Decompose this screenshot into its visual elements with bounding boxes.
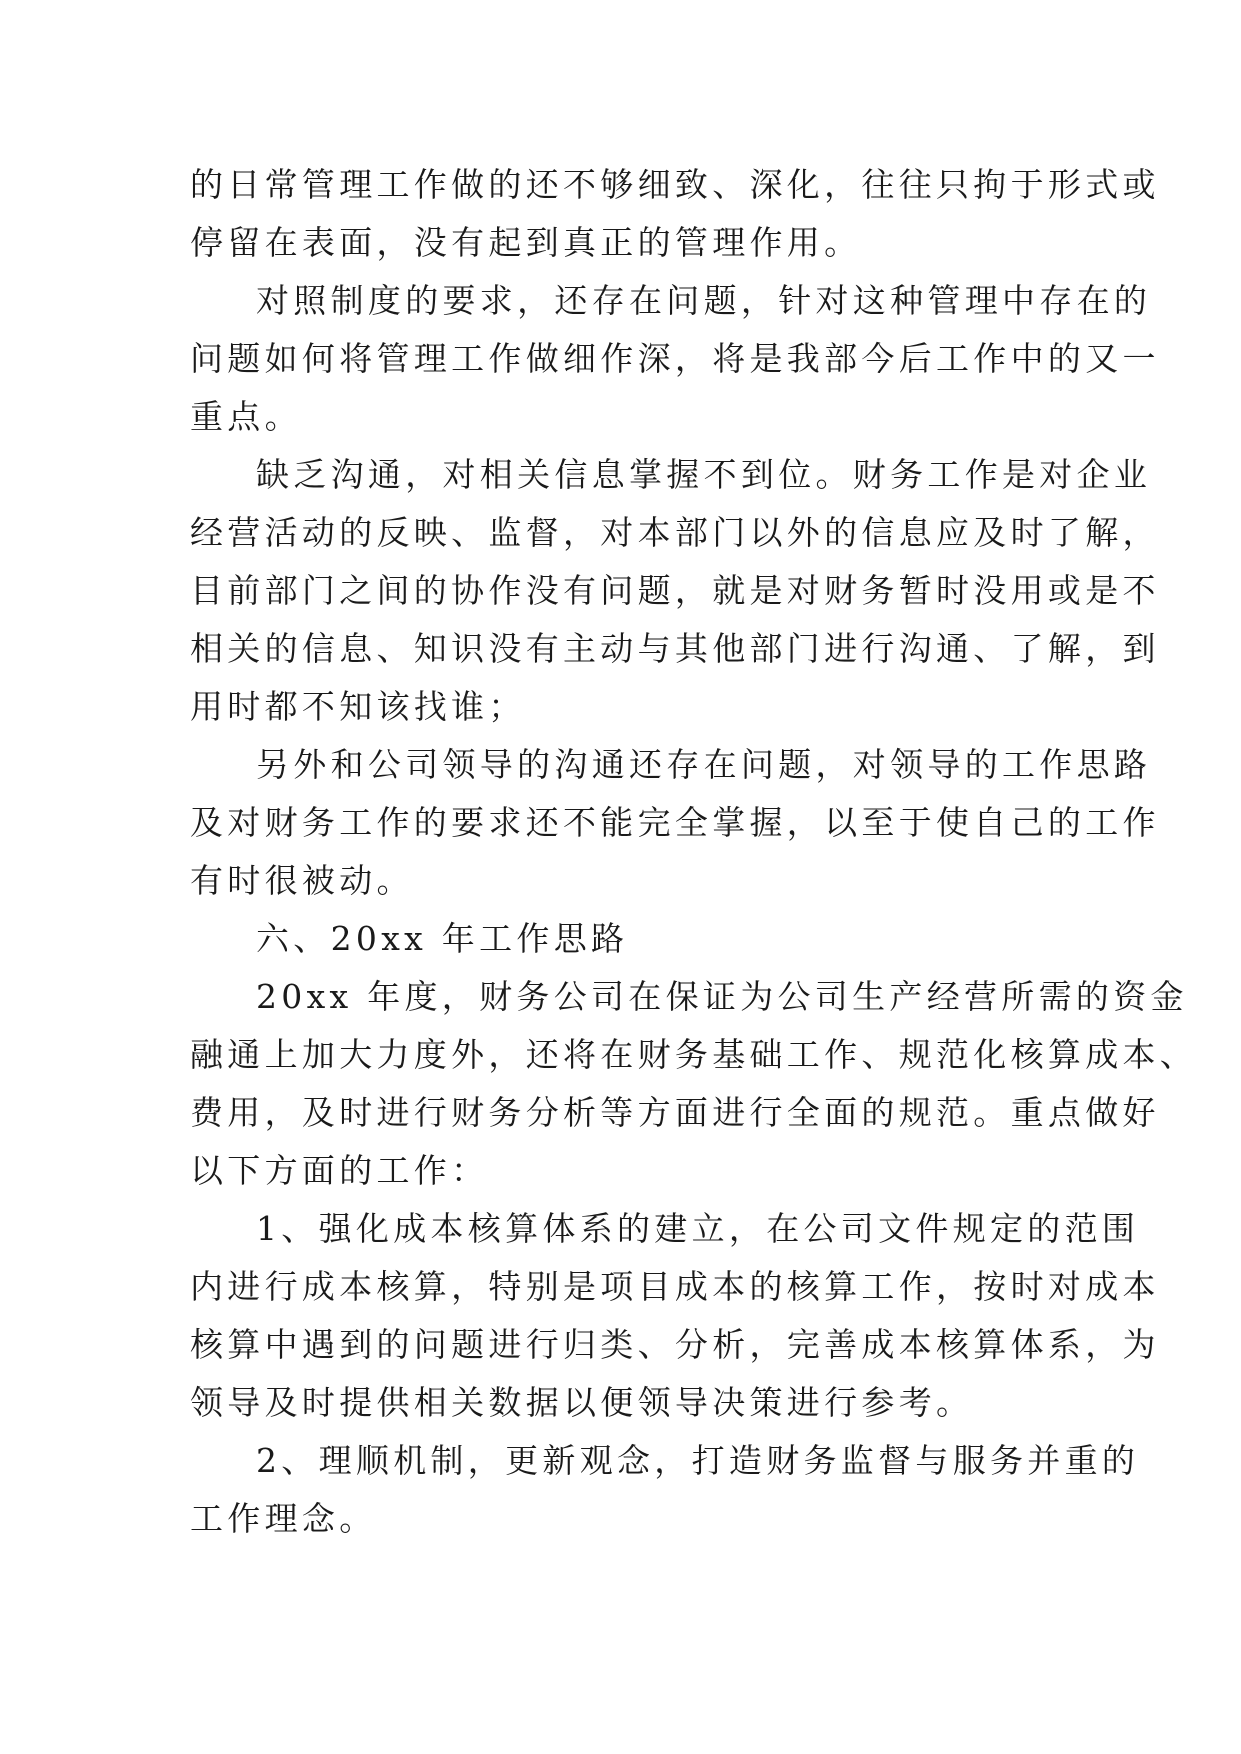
list-item-2: 2、理顺机制，更新观念，打造财务监督与服务并重的 xyxy=(256,1441,1140,1480)
text-line: 有时很被动。 xyxy=(190,861,414,900)
text-line: 另外和公司领导的沟通还存在问题，对领导的工作思路 xyxy=(256,745,1152,784)
list-item-1: 1、强化成本核算体系的建立，在公司文件规定的范围 xyxy=(256,1209,1140,1248)
text-line: 重点。 xyxy=(190,397,302,436)
text-line: 问题如何将管理工作做细作深，将是我部今后工作中的又一 xyxy=(190,339,1160,378)
text-line: 及对财务工作的要求还不能完全掌握，以至于使自己的工作 xyxy=(190,803,1160,842)
text-line: 20xx 年度，财务公司在保证为公司生产经营所需的资金 xyxy=(256,977,1188,1016)
text-line: 内进行成本核算，特别是项目成本的核算工作，按时对成本 xyxy=(190,1267,1160,1306)
text-line: 相关的信息、知识没有主动与其他部门进行沟通、了解，到 xyxy=(190,629,1160,668)
text-line: 核算中遇到的问题进行归类、分析，完善成本核算体系，为 xyxy=(190,1325,1160,1364)
text-line: 缺乏沟通，对相关信息掌握不到位。财务工作是对企业 xyxy=(256,455,1152,494)
text-line: 费用，及时进行财务分析等方面进行全面的规范。重点做好 xyxy=(190,1093,1160,1132)
text-line: 对照制度的要求，还存在问题，针对这种管理中存在的 xyxy=(256,281,1152,320)
text-line: 融通上加大力度外，还将在财务基础工作、规范化核算成本、 xyxy=(190,1035,1198,1074)
text-line: 经营活动的反映、监督，对本部门以外的信息应及时了解， xyxy=(190,513,1160,552)
document-body xyxy=(190,156,1198,1548)
text-line: 工作理念。 xyxy=(190,1499,377,1538)
text-line: 用时都不知该找谁； xyxy=(190,687,526,726)
text-line: 的日常管理工作做的还不够细致、深化，往往只拘于形式或 xyxy=(190,165,1160,204)
text-line: 目前部门之间的协作没有问题，就是对财务暂时没用或是不 xyxy=(190,571,1160,610)
text-line: 以下方面的工作： xyxy=(190,1151,489,1190)
text-line: 停留在表面，没有起到真正的管理作用。 xyxy=(190,223,862,262)
section-heading: 六、20xx 年工作思路 xyxy=(256,919,629,958)
text-line: 领导及时提供相关数据以便领导决策进行参考。 xyxy=(190,1383,974,1422)
